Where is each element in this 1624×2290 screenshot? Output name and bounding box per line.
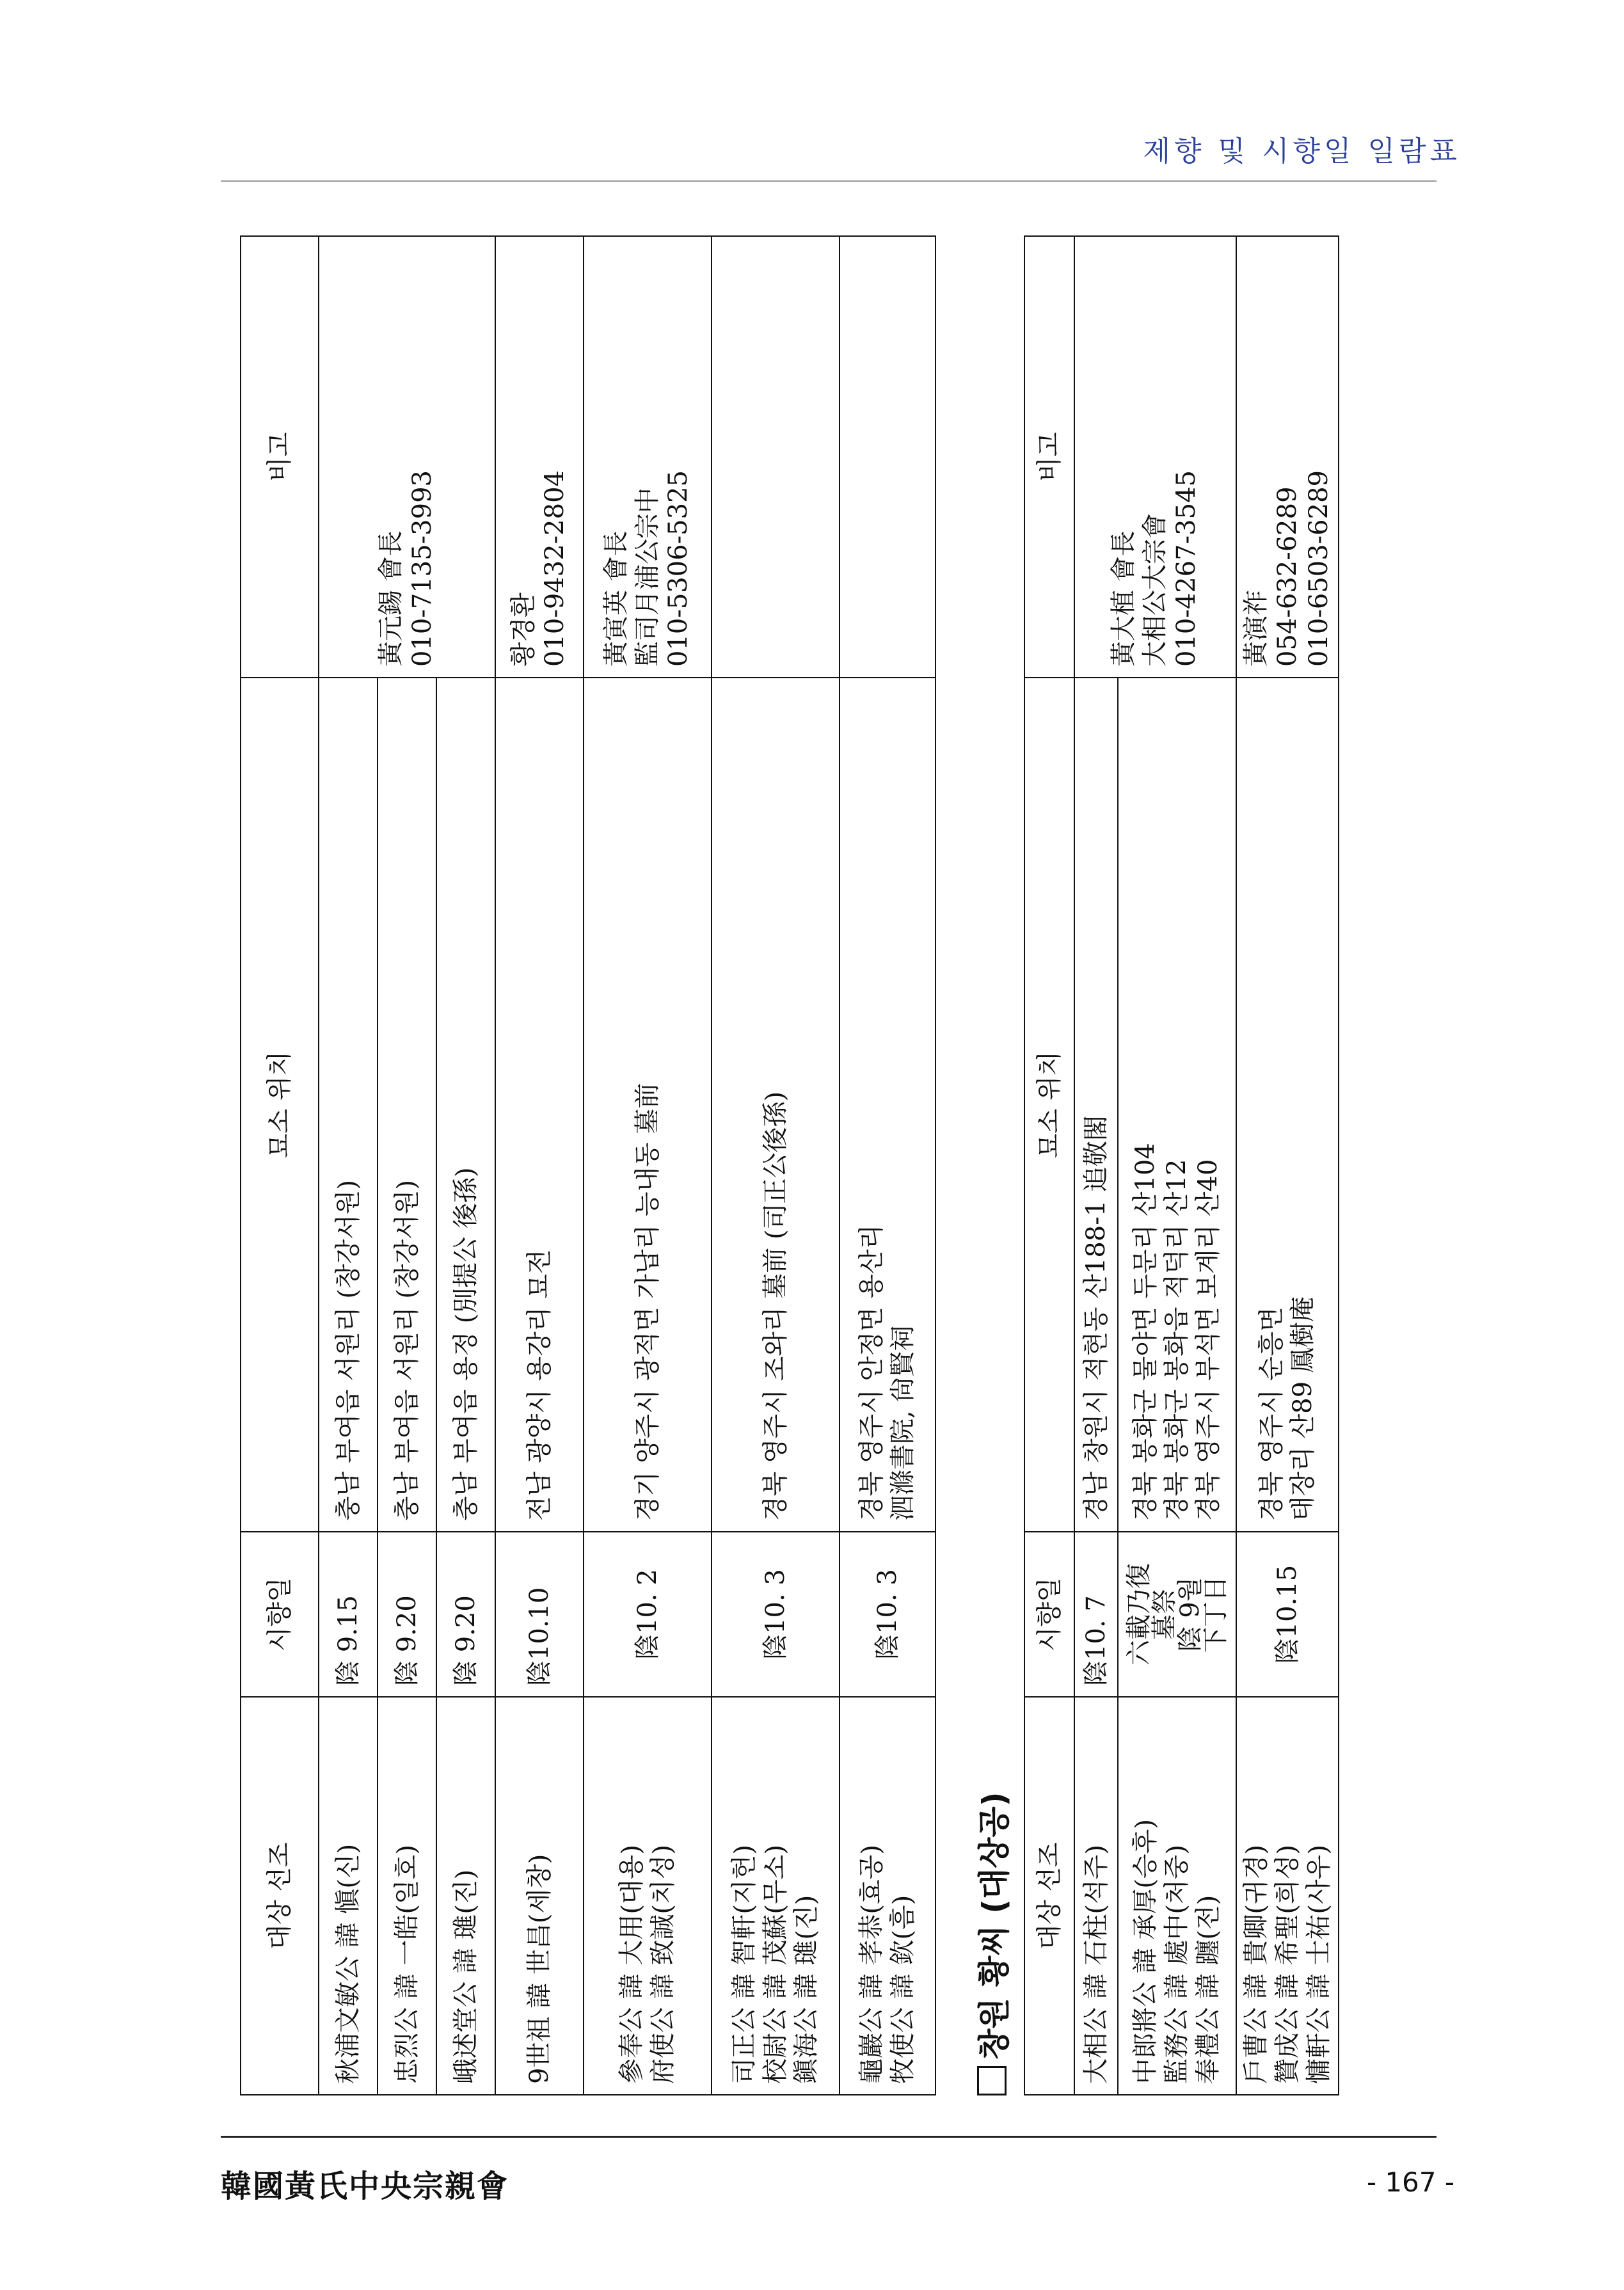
cell-ancestor: 9世祖 諱 世昌(세창): [495, 1697, 584, 2095]
section-heading-text: 창원 황씨 (대상공): [976, 1792, 1013, 2060]
cell-ancestor: 司正公 諱 智軒(지헌) 校尉公 諱 茂蘇(무소) 鎭海公 諱 璡(진): [712, 1697, 840, 2095]
cell-location: 충남 부여읍 용정 (別提公 後孫): [436, 678, 495, 1532]
cell-note: [840, 236, 935, 678]
cell-ancestor: 大相公 諱 石柱(석주): [1074, 1697, 1118, 2095]
running-header: 제향 및 시향일 일람표: [1143, 135, 1461, 168]
table-row: [584, 236, 712, 2095]
cell-location: 경북 봉화군 물야면 두문리 산104 경북 봉화군 봉화읍 적덕리 산12 경북 영주시 부석면 보계리 산40: [1118, 678, 1236, 1532]
cell-location: 경기 양주시 광적면 가납리 능내동 墓前: [584, 678, 712, 1532]
cell-date: 陰10.10: [495, 1532, 584, 1697]
cell-date: 陰10.15: [1236, 1532, 1339, 1697]
table-row: [712, 236, 840, 2095]
cell-date: 陰 9.15: [319, 1532, 378, 1697]
header-note: 비고: [1024, 236, 1074, 678]
header-divider: [221, 180, 1437, 182]
section-heading: [966, 237, 1017, 2095]
cell-ancestor: 忠烈公 諱 一皓(일호): [378, 1697, 436, 2095]
table-row: [1236, 236, 1339, 2095]
cell-location: 경북 영주시 조와리 墓前 (司正公後孫): [712, 678, 840, 1532]
header-date: 시향일: [241, 1532, 319, 1697]
header-ancestor: 대상 선조: [241, 1697, 319, 2095]
table-header-row: [241, 236, 319, 2095]
cell-date: 六載乃復 墓祭 陰 9월 下丁日: [1118, 1532, 1236, 1697]
table-block-1: [240, 237, 934, 2095]
cell-date: 陰10. 2: [584, 1532, 712, 1697]
header-ancestor: 대상 선조: [1024, 1697, 1074, 2095]
cell-date: 陰10. 7: [1074, 1532, 1118, 1697]
cell-note: 黃寅英 會長 監司月浦公宗中 010-5306-5325: [584, 236, 712, 678]
cell-date: 陰10. 3: [712, 1532, 840, 1697]
cell-date: 陰 9.20: [378, 1532, 436, 1697]
table-header-row: [1024, 236, 1074, 2095]
table-block-2: [966, 237, 1430, 2095]
page-number: - 167 -: [1366, 2167, 1454, 2198]
cell-ancestor: 戶曹公 諱 貴卿(귀경) 贊成公 諱 希聖(희성) 慵軒公 諱 士祐(사우): [1236, 1697, 1339, 2095]
header-location: 묘소 위치: [1024, 678, 1074, 1532]
header-date: 시향일: [1024, 1532, 1074, 1697]
cell-ancestor: 參奉公 諱 大用(대용) 府使公 諱 致誠(치성): [584, 1697, 712, 2095]
cell-note: 黃元錫 會長 010-7135-3993: [319, 236, 495, 678]
cell-note: 黃演祚 054-632-6289 010-6503-6289: [1236, 236, 1339, 678]
table-row: [319, 236, 378, 2095]
memorial-table-2: [1024, 235, 1339, 2095]
header-note: 비고: [241, 236, 319, 678]
cell-ancestor: 峨述堂公 諱 璡(진): [436, 1697, 495, 2095]
cell-location: 충남 부여읍 서원리 (창강서원): [378, 678, 436, 1532]
cell-note: [712, 236, 840, 678]
cell-ancestor: 龜巖公 諱 孝恭(효공) 牧使公 諱 欽(흠): [840, 1697, 935, 2095]
cell-date: 陰 9.20: [436, 1532, 495, 1697]
cell-date: 陰10. 3: [840, 1532, 935, 1697]
cell-location: 충남 부여읍 서원리 (창강서원): [319, 678, 378, 1532]
footer-divider: [221, 2136, 1437, 2138]
cell-note: 황경환 010-9432-2804: [495, 236, 584, 678]
cell-location: 경북 영주시 순흥면 태장리 산89 鳳樹庵: [1236, 678, 1339, 1532]
footer-organization: 韓國黃氏中央宗親會: [221, 2168, 509, 2204]
table-row: [1074, 236, 1118, 2095]
checkbox-square-icon: [977, 2066, 1007, 2095]
memorial-table-1: [240, 235, 936, 2095]
cell-location: 경북 영주시 안정면 용산리 泗滌書院, 尙賢祠: [840, 678, 935, 1532]
header-location: 묘소 위치: [241, 678, 319, 1532]
table-row: [495, 236, 584, 2095]
cell-ancestor: 中郎將公 諱 承厚(승후) 監務公 諱 處中(처중) 奉禮公 諱 躔(전): [1118, 1697, 1236, 2095]
cell-location: 경남 창원시 적현동 산188-1 追敬閣: [1074, 678, 1118, 1532]
cell-note: 黃大植 會長 大相公大宗會 010-4267-3545: [1074, 236, 1236, 678]
cell-ancestor: 秋浦文敏公 諱 愼(신): [319, 1697, 378, 2095]
cell-location: 전남 광양시 용강리 묘전: [495, 678, 584, 1532]
table-row: [840, 236, 935, 2095]
